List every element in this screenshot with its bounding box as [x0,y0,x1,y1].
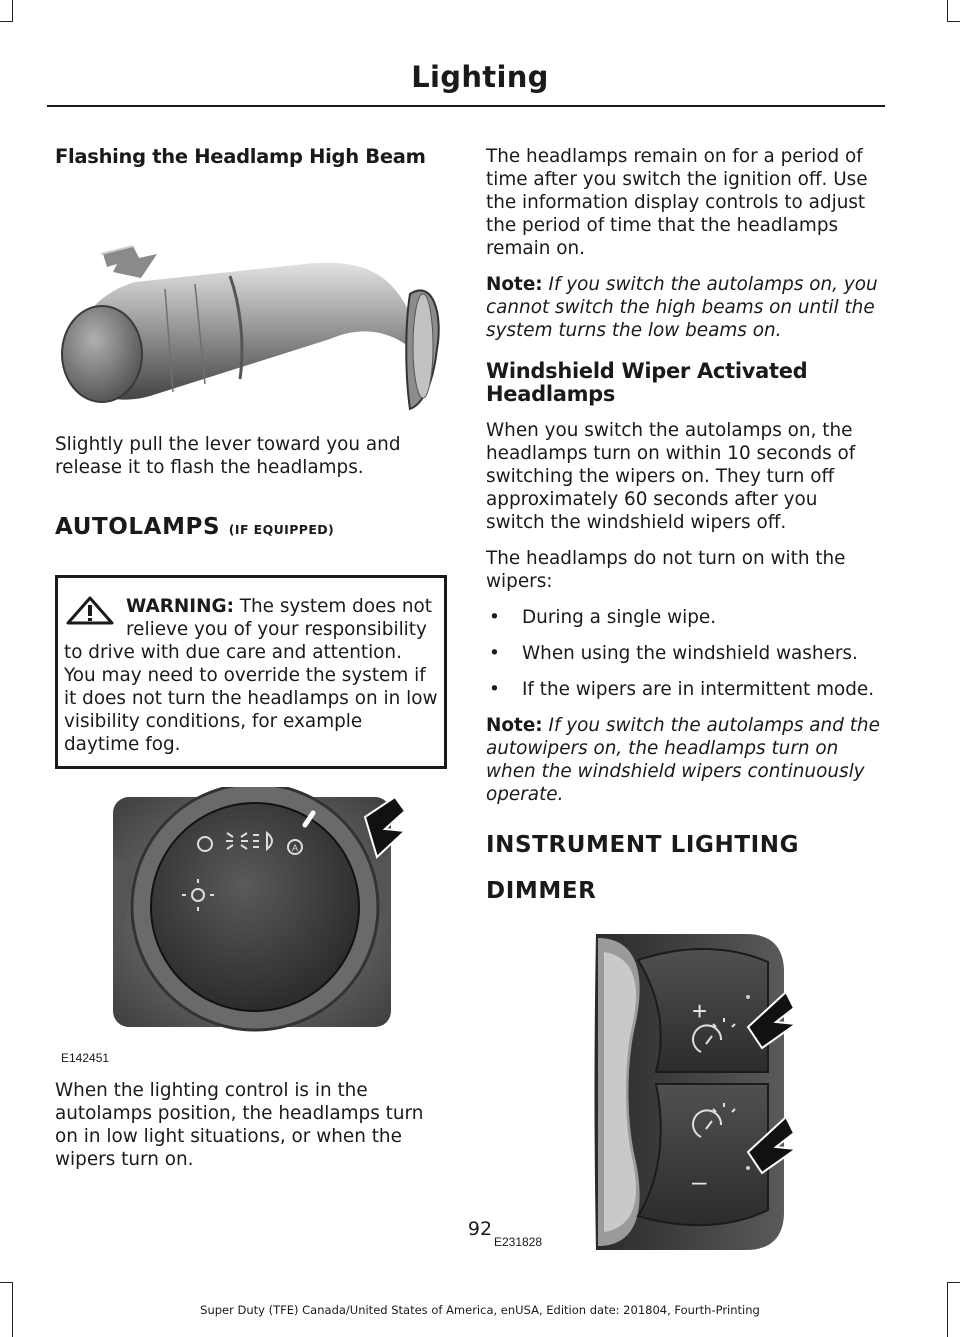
footer-edition: Super Duty (TFE) Canada/United States of America, enUSA, Edition date: 201804, Fourth-Printing [200,1303,760,1317]
instrument-heading-line2: DIMMER [486,878,597,904]
list-item [486,606,881,629]
crop-mark [12,0,13,22]
note-autowipers [486,714,881,806]
autolamps-qualifier: (IF EQUIPPED) [228,522,335,537]
note-text: If you switch the autolamps and the autowipers on, the headlamps turn on when the windshield wipers continuously operate. [486,715,880,805]
crop-mark [947,0,948,22]
list-item [486,642,881,665]
list-item-text: When using the windshield washers. [522,643,858,664]
bullet: • [489,679,500,700]
crop-mark [947,21,960,22]
bullet: • [489,607,500,628]
warning-label: WARNING: [126,596,234,617]
note-label: Note: [486,274,543,295]
control-description: When the lighting control is in the autolamps position, the headlamps turn on in low light situations, or when the wipers turn on. [55,1080,424,1170]
not-on-intro: The headlamps do not turn on with the wipers: [486,548,846,592]
autolamps-title: AUTOLAMPS [55,514,221,540]
wiper-exceptions-list [486,606,881,701]
list-item-text: If the wipers are in intermittent mode. [522,679,875,700]
figure-code: E231828 [494,1235,543,1249]
instrument-heading-line1: INSTRUMENT LIGHTING [486,832,800,858]
stalk-lever-illustration [55,174,447,424]
note-autolamps-high-beam [486,273,881,342]
crop-mark [0,1282,13,1283]
crop-mark [0,21,13,22]
page-number: 92 [467,1218,493,1240]
dimmer-switch-illustration [486,912,881,1262]
crop-mark [947,1282,960,1283]
flash-heading: Flashing the Headlamp High Beam [55,145,426,168]
figure-code: E142451 [61,1051,110,1065]
decrease-symbol: – [692,1166,707,1196]
header-divider [47,105,885,107]
lighting-control-illustration [55,787,447,1067]
warning-triangle-icon [64,595,120,625]
bullet: • [489,643,500,664]
page-title: Lighting [411,60,549,94]
list-item-text: During a single wipe. [522,607,717,628]
note-text: If you switch the autolamps on, you cannot switch the high beams on until the system turns the low beams on. [486,274,878,341]
warning-box [55,575,447,769]
flash-instructions: Slightly pull the lever toward you and release it to flash the headlamps. [55,434,401,478]
warning-text: The system does not relieve you of your responsibility to drive with due care and attention. You may need to override the system if it does not turn the headlamps on in low visibility conditions, for example daytime fog. [64,596,438,755]
increase-symbol: + [692,996,708,1026]
svg-text:A: A [291,843,299,853]
headlamps-remain-text: The headlamps remain on for a period of time after you switch the ignition off. Use the information display controls to adjust the period of time that the headlamps remain on. [486,146,868,259]
pull-arrow-icon [101,246,157,278]
note-label: Note: [486,715,543,736]
wiper-activated-text: When you switch the autolamps on, the headlamps turn on within 10 seconds of switching the wipers on. They turn off approximately 60 seconds after you switch the windshield wipers off. [486,420,856,533]
autolamps-heading [55,512,447,545]
left-column [55,145,447,1184]
list-item [486,678,881,701]
wiper-heading: Windshield Wiper Activated Headlamps [486,359,808,406]
right-column [486,145,881,1262]
